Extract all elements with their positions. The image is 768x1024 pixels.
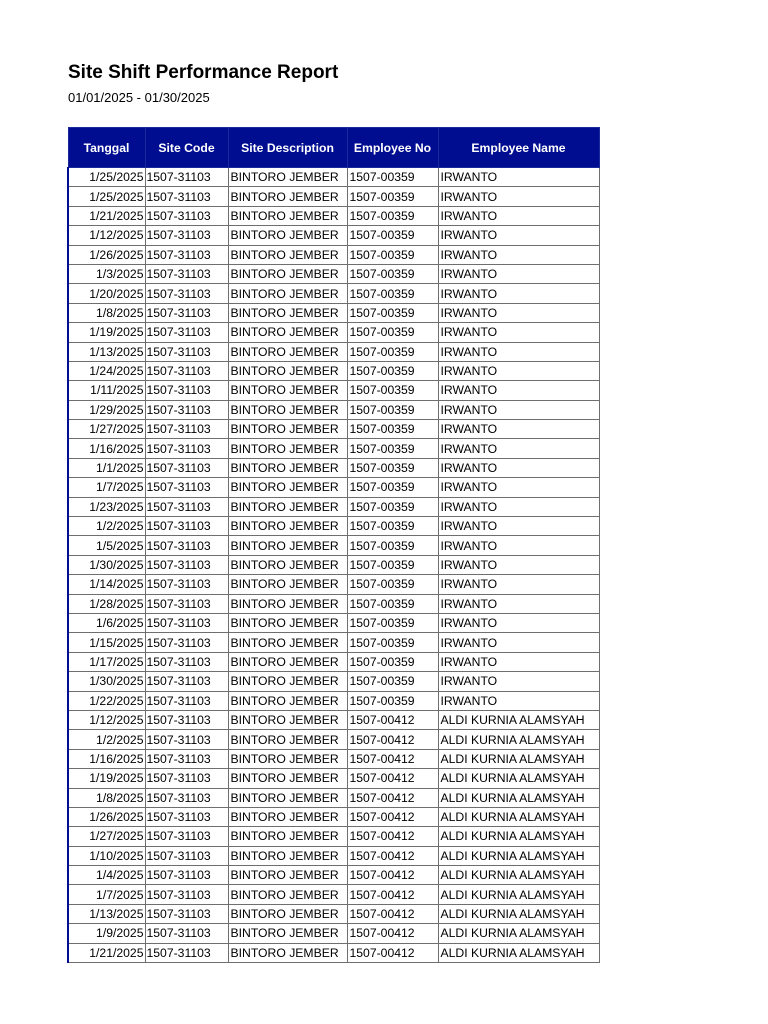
- cell-employee-name: IRWANTO: [438, 264, 599, 283]
- cell-site-code: 1507-31103: [145, 730, 228, 749]
- cell-employee-name: IRWANTO: [438, 168, 599, 187]
- table-row: [68, 264, 599, 283]
- cell-site-code: 1507-31103: [145, 517, 228, 536]
- cell-site-code: 1507-31103: [145, 439, 228, 458]
- cell-employee-name: IRWANTO: [438, 691, 599, 710]
- cell-employee-name: IRWANTO: [438, 672, 599, 691]
- table-row: [68, 323, 599, 342]
- cell-site-description: BINTORO JEMBER: [228, 633, 347, 652]
- table-row: [68, 594, 599, 613]
- cell-tanggal: 1/27/2025: [68, 827, 145, 846]
- cell-employee-no: 1507-00412: [347, 846, 438, 865]
- cell-employee-name: ALDI KURNIA ALAMSYAH: [438, 866, 599, 885]
- cell-site-description: BINTORO JEMBER: [228, 846, 347, 865]
- cell-site-description: BINTORO JEMBER: [228, 323, 347, 342]
- cell-employee-no: 1507-00359: [347, 691, 438, 710]
- cell-tanggal: 1/20/2025: [68, 284, 145, 303]
- cell-tanggal: 1/8/2025: [68, 788, 145, 807]
- cell-site-description: BINTORO JEMBER: [228, 458, 347, 477]
- cell-site-code: 1507-31103: [145, 633, 228, 652]
- cell-tanggal: 1/7/2025: [68, 478, 145, 497]
- cell-employee-no: 1507-00359: [347, 672, 438, 691]
- cell-employee-no: 1507-00359: [347, 400, 438, 419]
- cell-tanggal: 1/7/2025: [68, 885, 145, 904]
- cell-site-description: BINTORO JEMBER: [228, 807, 347, 826]
- cell-employee-no: 1507-00412: [347, 769, 438, 788]
- cell-employee-no: 1507-00359: [347, 594, 438, 613]
- cell-employee-no: 1507-00359: [347, 555, 438, 574]
- cell-employee-no: 1507-00412: [347, 924, 438, 943]
- cell-site-description: BINTORO JEMBER: [228, 264, 347, 283]
- cell-employee-no: 1507-00412: [347, 904, 438, 923]
- cell-tanggal: 1/29/2025: [68, 400, 145, 419]
- cell-site-code: 1507-31103: [145, 187, 228, 206]
- cell-tanggal: 1/19/2025: [68, 323, 145, 342]
- cell-tanggal: 1/14/2025: [68, 575, 145, 594]
- cell-site-description: BINTORO JEMBER: [228, 613, 347, 632]
- cell-site-description: BINTORO JEMBER: [228, 517, 347, 536]
- table-row: [68, 536, 599, 555]
- cell-employee-no: 1507-00359: [347, 168, 438, 187]
- table-row: [68, 187, 599, 206]
- table-row: [68, 730, 599, 749]
- cell-site-description: BINTORO JEMBER: [228, 943, 347, 962]
- cell-employee-name: IRWANTO: [438, 517, 599, 536]
- cell-site-code: 1507-31103: [145, 827, 228, 846]
- cell-tanggal: 1/12/2025: [68, 710, 145, 729]
- cell-employee-no: 1507-00359: [347, 187, 438, 206]
- cell-site-description: BINTORO JEMBER: [228, 361, 347, 380]
- cell-site-description: BINTORO JEMBER: [228, 381, 347, 400]
- table-row: [68, 633, 599, 652]
- cell-employee-name: IRWANTO: [438, 284, 599, 303]
- cell-employee-no: 1507-00359: [347, 536, 438, 555]
- cell-employee-name: IRWANTO: [438, 594, 599, 613]
- cell-tanggal: 1/6/2025: [68, 613, 145, 632]
- cell-employee-name: IRWANTO: [438, 652, 599, 671]
- cell-site-code: 1507-31103: [145, 943, 228, 962]
- cell-employee-name: ALDI KURNIA ALAMSYAH: [438, 904, 599, 923]
- cell-tanggal: 1/28/2025: [68, 594, 145, 613]
- cell-site-description: BINTORO JEMBER: [228, 575, 347, 594]
- cell-tanggal: 1/19/2025: [68, 769, 145, 788]
- cell-site-description: BINTORO JEMBER: [228, 497, 347, 516]
- cell-site-code: 1507-31103: [145, 652, 228, 671]
- cell-tanggal: 1/10/2025: [68, 846, 145, 865]
- cell-tanggal: 1/3/2025: [68, 264, 145, 283]
- table-row: [68, 885, 599, 904]
- cell-employee-no: 1507-00359: [347, 478, 438, 497]
- cell-tanggal: 1/17/2025: [68, 652, 145, 671]
- table-row: [68, 866, 599, 885]
- cell-employee-name: IRWANTO: [438, 226, 599, 245]
- cell-employee-name: ALDI KURNIA ALAMSYAH: [438, 924, 599, 943]
- table-row: [68, 652, 599, 671]
- table-row: [68, 555, 599, 574]
- table-row: [68, 226, 599, 245]
- cell-site-code: 1507-31103: [145, 226, 228, 245]
- cell-employee-name: ALDI KURNIA ALAMSYAH: [438, 846, 599, 865]
- cell-employee-no: 1507-00359: [347, 575, 438, 594]
- cell-employee-name: ALDI KURNIA ALAMSYAH: [438, 710, 599, 729]
- cell-tanggal: 1/26/2025: [68, 245, 145, 264]
- cell-tanggal: 1/2/2025: [68, 517, 145, 536]
- cell-site-code: 1507-31103: [145, 381, 228, 400]
- cell-tanggal: 1/13/2025: [68, 904, 145, 923]
- table-row: [68, 904, 599, 923]
- cell-employee-no: 1507-00359: [347, 633, 438, 652]
- cell-tanggal: 1/26/2025: [68, 807, 145, 826]
- cell-employee-name: IRWANTO: [438, 303, 599, 322]
- cell-tanggal: 1/8/2025: [68, 303, 145, 322]
- column-header-tanggal: Tanggal: [68, 128, 145, 168]
- cell-employee-no: 1507-00359: [347, 458, 438, 477]
- cell-tanggal: 1/24/2025: [68, 361, 145, 380]
- table-row: [68, 672, 599, 691]
- table-row: [68, 478, 599, 497]
- cell-site-code: 1507-31103: [145, 342, 228, 361]
- cell-tanggal: 1/13/2025: [68, 342, 145, 361]
- column-header-site-code: Site Code: [145, 128, 228, 168]
- cell-employee-no: 1507-00359: [347, 284, 438, 303]
- cell-employee-name: IRWANTO: [438, 187, 599, 206]
- cell-employee-no: 1507-00359: [347, 323, 438, 342]
- cell-site-code: 1507-31103: [145, 264, 228, 283]
- table-row: [68, 575, 599, 594]
- table-row: [68, 788, 599, 807]
- cell-site-description: BINTORO JEMBER: [228, 555, 347, 574]
- cell-site-description: BINTORO JEMBER: [228, 342, 347, 361]
- cell-site-code: 1507-31103: [145, 478, 228, 497]
- cell-employee-no: 1507-00359: [347, 245, 438, 264]
- cell-tanggal: 1/2/2025: [68, 730, 145, 749]
- cell-tanggal: 1/30/2025: [68, 672, 145, 691]
- cell-employee-name: ALDI KURNIA ALAMSYAH: [438, 730, 599, 749]
- cell-tanggal: 1/27/2025: [68, 420, 145, 439]
- cell-employee-name: IRWANTO: [438, 245, 599, 264]
- cell-site-description: BINTORO JEMBER: [228, 594, 347, 613]
- cell-tanggal: 1/16/2025: [68, 439, 145, 458]
- cell-site-code: 1507-31103: [145, 555, 228, 574]
- cell-site-description: BINTORO JEMBER: [228, 788, 347, 807]
- cell-employee-no: 1507-00412: [347, 710, 438, 729]
- cell-site-description: BINTORO JEMBER: [228, 284, 347, 303]
- cell-employee-name: IRWANTO: [438, 323, 599, 342]
- table-row: [68, 245, 599, 264]
- table-row: [68, 691, 599, 710]
- cell-employee-no: 1507-00359: [347, 497, 438, 516]
- cell-employee-no: 1507-00412: [347, 866, 438, 885]
- table-row: [68, 206, 599, 225]
- table-row: [68, 749, 599, 768]
- table-header-row: [68, 128, 599, 168]
- cell-employee-no: 1507-00412: [347, 885, 438, 904]
- cell-site-description: BINTORO JEMBER: [228, 226, 347, 245]
- cell-site-code: 1507-31103: [145, 904, 228, 923]
- cell-site-code: 1507-31103: [145, 400, 228, 419]
- cell-tanggal: 1/15/2025: [68, 633, 145, 652]
- cell-site-code: 1507-31103: [145, 594, 228, 613]
- cell-site-code: 1507-31103: [145, 497, 228, 516]
- table-row: [68, 943, 599, 962]
- table-row: [68, 807, 599, 826]
- report-date-range: 01/01/2025 - 01/30/2025: [68, 90, 210, 105]
- cell-tanggal: 1/21/2025: [68, 943, 145, 962]
- cell-site-description: BINTORO JEMBER: [228, 478, 347, 497]
- table-row: [68, 284, 599, 303]
- cell-employee-no: 1507-00359: [347, 264, 438, 283]
- cell-tanggal: 1/5/2025: [68, 536, 145, 555]
- cell-site-code: 1507-31103: [145, 924, 228, 943]
- column-header-site-description: Site Description: [228, 128, 347, 168]
- cell-tanggal: 1/1/2025: [68, 458, 145, 477]
- table-row: [68, 497, 599, 516]
- cell-employee-name: IRWANTO: [438, 342, 599, 361]
- column-header-employee-no: Employee No: [347, 128, 438, 168]
- table-row: [68, 517, 599, 536]
- cell-employee-no: 1507-00359: [347, 613, 438, 632]
- cell-site-code: 1507-31103: [145, 303, 228, 322]
- cell-employee-no: 1507-00359: [347, 439, 438, 458]
- table-row: [68, 168, 599, 187]
- table-row: [68, 924, 599, 943]
- cell-employee-name: IRWANTO: [438, 613, 599, 632]
- cell-site-code: 1507-31103: [145, 769, 228, 788]
- cell-tanggal: 1/11/2025: [68, 381, 145, 400]
- cell-employee-name: ALDI KURNIA ALAMSYAH: [438, 943, 599, 962]
- cell-employee-name: ALDI KURNIA ALAMSYAH: [438, 769, 599, 788]
- cell-site-code: 1507-31103: [145, 807, 228, 826]
- cell-employee-no: 1507-00412: [347, 943, 438, 962]
- cell-site-code: 1507-31103: [145, 613, 228, 632]
- table-row: [68, 439, 599, 458]
- cell-tanggal: 1/21/2025: [68, 206, 145, 225]
- cell-tanggal: 1/16/2025: [68, 749, 145, 768]
- table-row: [68, 420, 599, 439]
- cell-employee-no: 1507-00359: [347, 517, 438, 536]
- cell-site-description: BINTORO JEMBER: [228, 866, 347, 885]
- cell-employee-no: 1507-00412: [347, 788, 438, 807]
- cell-employee-name: IRWANTO: [438, 555, 599, 574]
- shift-table: [67, 127, 600, 963]
- cell-site-description: BINTORO JEMBER: [228, 691, 347, 710]
- cell-employee-no: 1507-00359: [347, 303, 438, 322]
- cell-employee-name: IRWANTO: [438, 381, 599, 400]
- cell-employee-name: IRWANTO: [438, 458, 599, 477]
- cell-employee-name: IRWANTO: [438, 536, 599, 555]
- table-row: [68, 769, 599, 788]
- table-row: [68, 361, 599, 380]
- cell-employee-name: ALDI KURNIA ALAMSYAH: [438, 749, 599, 768]
- cell-employee-name: IRWANTO: [438, 478, 599, 497]
- cell-site-description: BINTORO JEMBER: [228, 769, 347, 788]
- cell-tanggal: 1/25/2025: [68, 168, 145, 187]
- cell-employee-no: 1507-00359: [347, 652, 438, 671]
- cell-site-description: BINTORO JEMBER: [228, 206, 347, 225]
- cell-site-code: 1507-31103: [145, 284, 228, 303]
- table-row: [68, 846, 599, 865]
- cell-employee-no: 1507-00359: [347, 361, 438, 380]
- cell-site-code: 1507-31103: [145, 575, 228, 594]
- cell-employee-name: ALDI KURNIA ALAMSYAH: [438, 885, 599, 904]
- cell-employee-name: IRWANTO: [438, 400, 599, 419]
- cell-tanggal: 1/25/2025: [68, 187, 145, 206]
- cell-site-code: 1507-31103: [145, 168, 228, 187]
- cell-site-description: BINTORO JEMBER: [228, 245, 347, 264]
- table-row: [68, 400, 599, 419]
- cell-employee-no: 1507-00412: [347, 807, 438, 826]
- cell-employee-name: IRWANTO: [438, 497, 599, 516]
- cell-site-description: BINTORO JEMBER: [228, 303, 347, 322]
- cell-site-description: BINTORO JEMBER: [228, 924, 347, 943]
- cell-employee-no: 1507-00359: [347, 420, 438, 439]
- cell-tanggal: 1/9/2025: [68, 924, 145, 943]
- cell-site-code: 1507-31103: [145, 788, 228, 807]
- cell-tanggal: 1/12/2025: [68, 226, 145, 245]
- cell-site-code: 1507-31103: [145, 206, 228, 225]
- table-row: [68, 381, 599, 400]
- cell-site-description: BINTORO JEMBER: [228, 439, 347, 458]
- cell-employee-no: 1507-00412: [347, 749, 438, 768]
- cell-employee-name: ALDI KURNIA ALAMSYAH: [438, 807, 599, 826]
- cell-site-description: BINTORO JEMBER: [228, 536, 347, 555]
- cell-employee-no: 1507-00359: [347, 206, 438, 225]
- cell-site-code: 1507-31103: [145, 245, 228, 264]
- cell-site-code: 1507-31103: [145, 361, 228, 380]
- cell-site-code: 1507-31103: [145, 536, 228, 555]
- cell-site-code: 1507-31103: [145, 866, 228, 885]
- cell-site-description: BINTORO JEMBER: [228, 710, 347, 729]
- cell-tanggal: 1/4/2025: [68, 866, 145, 885]
- cell-site-code: 1507-31103: [145, 885, 228, 904]
- cell-employee-no: 1507-00412: [347, 827, 438, 846]
- cell-employee-no: 1507-00359: [347, 381, 438, 400]
- cell-site-description: BINTORO JEMBER: [228, 672, 347, 691]
- cell-site-description: BINTORO JEMBER: [228, 187, 347, 206]
- cell-employee-name: IRWANTO: [438, 361, 599, 380]
- report-title: Site Shift Performance Report: [68, 62, 339, 83]
- cell-tanggal: 1/22/2025: [68, 691, 145, 710]
- cell-site-description: BINTORO JEMBER: [228, 730, 347, 749]
- cell-site-code: 1507-31103: [145, 710, 228, 729]
- table-row: [68, 303, 599, 322]
- cell-site-description: BINTORO JEMBER: [228, 420, 347, 439]
- cell-employee-name: IRWANTO: [438, 206, 599, 225]
- cell-employee-name: IRWANTO: [438, 633, 599, 652]
- cell-site-code: 1507-31103: [145, 323, 228, 342]
- cell-site-code: 1507-31103: [145, 672, 228, 691]
- cell-site-description: BINTORO JEMBER: [228, 400, 347, 419]
- cell-employee-name: IRWANTO: [438, 439, 599, 458]
- table-row: [68, 458, 599, 477]
- cell-site-description: BINTORO JEMBER: [228, 168, 347, 187]
- cell-tanggal: 1/30/2025: [68, 555, 145, 574]
- cell-site-code: 1507-31103: [145, 420, 228, 439]
- cell-tanggal: 1/23/2025: [68, 497, 145, 516]
- cell-employee-name: IRWANTO: [438, 575, 599, 594]
- cell-site-description: BINTORO JEMBER: [228, 749, 347, 768]
- cell-site-code: 1507-31103: [145, 458, 228, 477]
- cell-employee-no: 1507-00412: [347, 730, 438, 749]
- cell-site-code: 1507-31103: [145, 691, 228, 710]
- table-row: [68, 613, 599, 632]
- cell-employee-name: ALDI KURNIA ALAMSYAH: [438, 827, 599, 846]
- table-row: [68, 342, 599, 361]
- table-body: [68, 168, 599, 963]
- table-row: [68, 710, 599, 729]
- cell-site-description: BINTORO JEMBER: [228, 827, 347, 846]
- cell-site-description: BINTORO JEMBER: [228, 652, 347, 671]
- cell-site-code: 1507-31103: [145, 749, 228, 768]
- cell-employee-no: 1507-00359: [347, 342, 438, 361]
- cell-employee-name: ALDI KURNIA ALAMSYAH: [438, 788, 599, 807]
- cell-employee-no: 1507-00359: [347, 226, 438, 245]
- cell-site-description: BINTORO JEMBER: [228, 885, 347, 904]
- cell-site-description: BINTORO JEMBER: [228, 904, 347, 923]
- cell-site-code: 1507-31103: [145, 846, 228, 865]
- column-header-employee-name: Employee Name: [438, 128, 599, 168]
- cell-employee-name: IRWANTO: [438, 420, 599, 439]
- table-row: [68, 827, 599, 846]
